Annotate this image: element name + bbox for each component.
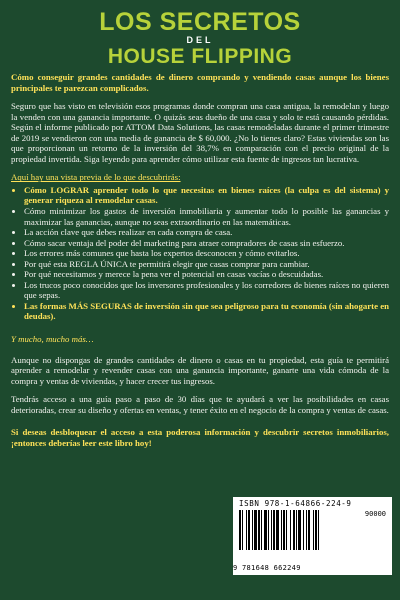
intro-paragraph: Seguro que has visto en televisión esos programas donde compran una casa antigua, la remodelan y luego la venden con una ganancia importante. O quizás seas dueño de una casa y solo te está causando pérdidas. Según el informe publicado por ATTOM Data Solutions, las casas remodeladas durante el primer trimestre de 2019 se vendieron con una media de ganancia de $ 60,000. ¿No lo tienes claro? Estas viviendas son las que proporcionan un retorno de la inversión del 38,7% en comparación con el precio original de la propiedad invertida. Siga leyendo para aprender cómo utilizar esta fuente de ingresos tan lucrativa. <box>11 101 389 164</box>
barcode-bar <box>293 510 295 550</box>
bullet-item: • Cómo sacar ventaja del poder del marketing para atraer compradores de casas sin esfuerzo. <box>24 238 389 249</box>
title-line-3: HOUSE FLIPPING <box>107 45 293 68</box>
barcode-bar <box>273 510 275 550</box>
barcode-bar <box>239 510 241 550</box>
barcode-bar <box>246 510 247 550</box>
barcode-area <box>239 510 386 558</box>
and-much-more: Y mucho, mucho más… <box>11 334 94 345</box>
closing-paragraph: Si deseas desbloquear el acceso a esta poderosa información y descubrir secretos inmobiliarios, ¡entonces deberías leer este libro hoy! <box>11 427 389 448</box>
barcode-bar <box>296 510 297 550</box>
barcode-bar <box>313 510 314 550</box>
barcode-bar <box>242 510 243 550</box>
barcode-icon <box>239 510 351 550</box>
lead-paragraph: Cómo conseguir grandes cantidades de dinero comprando y vendiendo casas aunque los bienes principales te parezcan complicados. <box>11 72 389 93</box>
barcode-bar <box>308 510 310 550</box>
ean-digits: 9 781648 662249 <box>233 564 301 572</box>
barcode-bar <box>283 510 285 550</box>
bullet-item: • Las formas MÁS SEGURAS de inversión sin que sea peligroso para tu economía (sin ahogarte en deudas). <box>24 301 389 322</box>
barcode-bar <box>271 510 272 550</box>
bullet-item: • Cómo LOGRAR aprender todo lo que necesitas en bienes raíces (la culpa es del sistema) y generar riqueza al remodelar casas. <box>24 185 389 206</box>
bullet-item: • Los errores más comunes que hasta los expertos desconocen y cómo evitarlos. <box>24 248 389 259</box>
bullet-list <box>11 185 389 322</box>
barcode-bar <box>254 510 257 550</box>
barcode-bar <box>248 510 250 550</box>
barcode-bar <box>268 510 269 550</box>
isbn-text: ISBN 978-1-64866-224-9 <box>239 499 352 508</box>
title-block <box>0 6 400 67</box>
barcode-bar <box>318 510 319 550</box>
description <box>11 72 389 448</box>
barcode-bar <box>303 510 304 550</box>
barcode-bar <box>281 510 282 550</box>
barcode-bar <box>276 510 279 550</box>
barcode-bar <box>252 510 253 550</box>
barcode-box <box>233 497 392 575</box>
barcode-bar <box>306 510 307 550</box>
bullet-item: • Cómo minimizar los gastos de inversión inmobiliaria y aumentar todo lo posible las ganancias y maximizar las ganancias, aunque no seas extraordinario en las matemáticas. <box>24 206 389 227</box>
barcode-bar <box>264 510 267 550</box>
barcode-bar <box>258 510 260 550</box>
barcode-bar <box>290 510 291 550</box>
bullet-item: • Por qué esta REGLA ÚNICA te permitirá elegir que casas comprar para cambiar. <box>24 259 389 270</box>
barcode-bar <box>286 510 287 550</box>
bullet-item: • La acción clave que debes realizar en cada compra de casa. <box>24 227 389 238</box>
paragraph-2: Aunque no dispongas de grandes cantidades de dinero o casas en tu propiedad, esta guía te permitirá aprender a remodelar y revender casas con una ganancia importante, ganarte una vida cómoda de la compra y ventas de viviendas, y hacer crecer tus ingresos. <box>11 354 389 386</box>
bullet-item: • Los trucos poco conocidos que los inversores profesionales y los corredores de bienes raíces no quieren que sepas. <box>24 280 389 301</box>
bullet-item: • Por qué necesitamos y merece la pena ver el potencial en casas vacías o descuidadas. <box>24 269 389 280</box>
paragraph-3: Tendrás acceso a una guía paso a paso de 30 días que te ayudará a ver las posibilidades en casas deterioradas, crear su diseño y ofertas en ventas, y tener éxito en el negocio de la compra y ventas de casas. <box>11 394 389 415</box>
price-code: 90000 <box>364 509 386 518</box>
barcode-bar <box>315 510 317 550</box>
barcode-bar <box>261 510 262 550</box>
preview-heading: Aquí hay una vista previa de lo que descubrirás: <box>11 172 181 183</box>
title-line-2: DEL <box>186 35 214 45</box>
barcode-bar <box>298 510 301 550</box>
title-line-1: LOS SECRETOS <box>99 8 301 36</box>
